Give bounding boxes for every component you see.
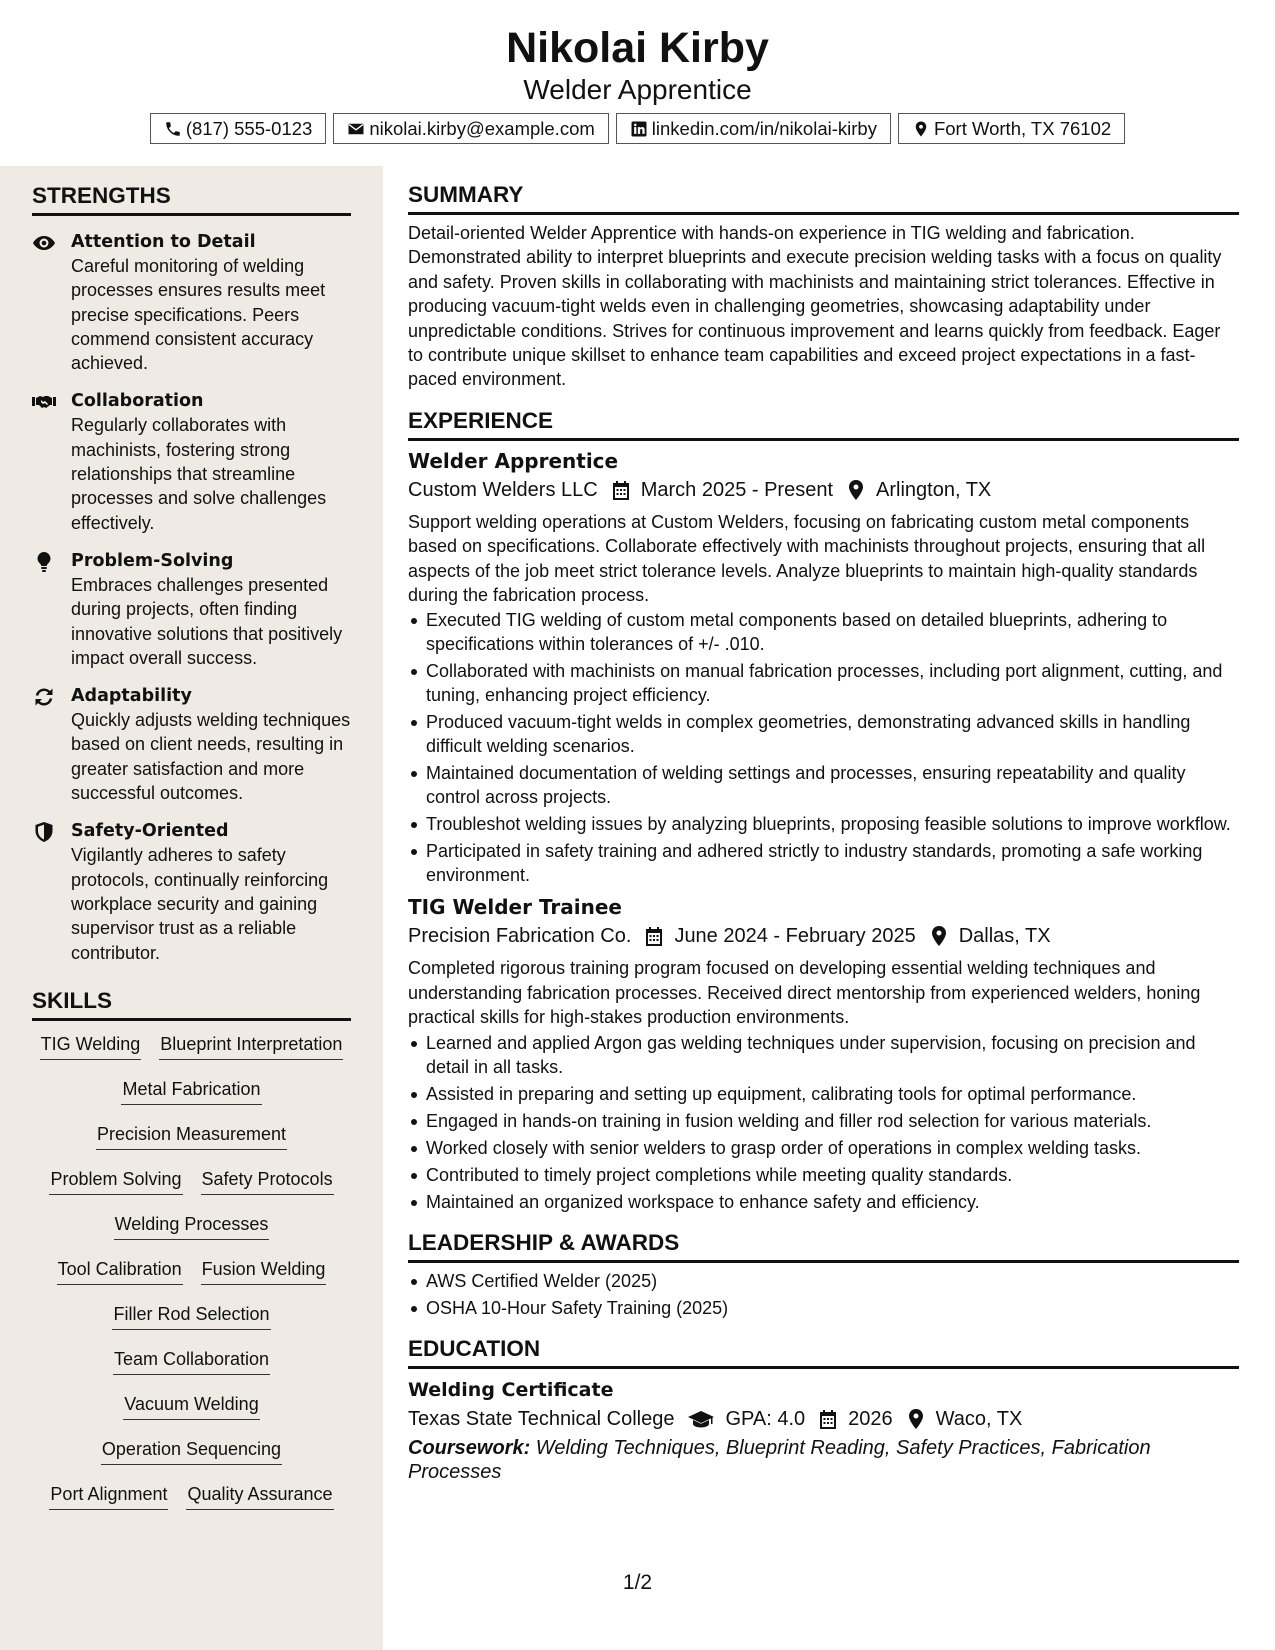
skill-tag: TIG Welding <box>40 1032 142 1060</box>
job-bullet: Participated in safety training and adhered strictly to industry standards, promoting a safe working environment. <box>408 839 1239 887</box>
contact-location <box>898 113 1125 144</box>
strength-desc: Embraces challenges presented during projects, often finding innovative solutions that positively impact overall success. <box>71 574 343 668</box>
main-column <box>408 180 1239 1485</box>
job-bullet: Executed TIG welding of custom metal components based on detailed blueprints, adhering to specifications within tolerances of +/- .010. <box>408 608 1239 656</box>
summary-heading: SUMMARY <box>408 180 1239 215</box>
contact-phone[interactable] <box>150 113 327 144</box>
sidebar-content <box>32 181 351 1527</box>
job-entry <box>408 447 1239 888</box>
shield-icon <box>32 822 56 842</box>
map-pin-icon <box>907 1409 925 1429</box>
contact-email[interactable] <box>333 113 608 144</box>
skill-tag: Operation Sequencing <box>101 1437 282 1465</box>
contact-bar <box>0 113 1275 144</box>
strengths-heading: STRENGTHS <box>32 181 351 216</box>
skill-tag: Metal Fabrication <box>121 1077 261 1105</box>
strength-item <box>32 549 351 670</box>
strength-title: Safety-Oriented <box>71 821 229 842</box>
map-pin-icon <box>930 926 948 946</box>
job-location: Dallas, TX <box>958 925 1051 948</box>
job-bullet: Maintained an organized workspace to enhance safety and efficiency. <box>408 1190 1239 1214</box>
job-dates: June 2024 - February 2025 <box>674 925 916 948</box>
contact-location-text: Fort Worth, TX 76102 <box>933 117 1112 139</box>
job-bullet: Produced vacuum-tight welds in complex geometries, demonstrating advanced skills in handling difficult welding scenarios. <box>408 710 1239 758</box>
job-bullet: Troubleshot welding issues by analyzing blueprints, proposing feasible solutions to improve workflow. <box>408 812 1239 836</box>
job-bullet: Collaborated with machinists on manual fabrication processes, including port alignment, cutting, and tuning, enhancing project efficiency. <box>408 659 1239 707</box>
education-school: Texas State Technical College <box>408 1407 675 1430</box>
education-coursework <box>408 1436 1239 1485</box>
job-bullet: Assisted in preparing and setting up equipment, calibrating tools for optimal performance. <box>408 1082 1239 1106</box>
skill-tag: Tool Calibration <box>57 1257 183 1285</box>
skill-tag: Problem Solving <box>49 1167 182 1195</box>
candidate-headline: Welder Apprentice <box>523 74 752 105</box>
strength-item <box>32 389 351 534</box>
page-number: 1/2 <box>622 1571 653 1594</box>
job-location: Arlington, TX <box>876 478 992 501</box>
skill-tag: Quality Assurance <box>186 1482 333 1510</box>
skill-tag: Precision Measurement <box>96 1122 287 1150</box>
job-bullet: Worked closely with senior welders to grasp order of operations in complex welding tasks. <box>408 1136 1239 1160</box>
education-meta <box>408 1404 1239 1434</box>
sidebar <box>0 166 383 1650</box>
graduation-cap-icon <box>688 1409 714 1429</box>
education-degree: Welding Certificate <box>408 1378 614 1401</box>
job-title: Welder Apprentice <box>408 448 619 473</box>
award-item: OSHA 10-Hour Safety Training (2025) <box>408 1296 1239 1320</box>
awards-list <box>408 1269 1239 1320</box>
skill-tag: Team Collaboration <box>113 1347 270 1375</box>
skill-tag: Filler Rod Selection <box>112 1302 270 1330</box>
lightbulb-icon <box>32 552 56 572</box>
job-bullets <box>408 1031 1239 1214</box>
envelope-icon <box>347 120 365 138</box>
job-company: Custom Welders LLC <box>408 478 598 501</box>
education-gpa: GPA: 4.0 <box>725 1407 806 1430</box>
contact-linkedin[interactable] <box>616 113 891 144</box>
job-company: Precision Fabrication Co. <box>408 925 632 948</box>
candidate-name: Nikolai Kirby <box>506 24 769 72</box>
strength-item <box>32 819 351 964</box>
skill-tag: Port Alignment <box>49 1482 168 1510</box>
calendar-icon <box>645 926 663 946</box>
strength-title: Collaboration <box>71 391 204 412</box>
experience-heading: EXPERIENCE <box>408 406 1239 441</box>
education-heading: EDUCATION <box>408 1334 1239 1369</box>
contact-email-text: nikolai.kirby@example.com <box>369 117 595 139</box>
calendar-icon <box>819 1409 837 1429</box>
job-meta <box>408 475 1239 505</box>
skill-tag: Vacuum Welding <box>123 1392 259 1420</box>
eye-icon <box>32 233 56 253</box>
job-title: TIG Welder Trainee <box>408 895 622 920</box>
handshake-icon <box>32 392 56 412</box>
job-bullets <box>408 608 1239 887</box>
job-meta <box>408 921 1239 951</box>
refresh-icon <box>32 687 56 707</box>
job-entry <box>408 893 1239 1213</box>
map-pin-icon <box>912 120 930 138</box>
education-year: 2026 <box>848 1407 893 1430</box>
coursework-label: Coursework: <box>408 1436 531 1459</box>
job-dates: March 2025 - Present <box>640 478 834 501</box>
skills-heading: SKILLS <box>32 986 351 1021</box>
education-location: Waco, TX <box>935 1407 1023 1430</box>
summary-text: Detail-oriented Welder Apprentice with hands-on experience in TIG welding and fabrication. Demonstrated ability to interpret blueprints and execute precision welding tasks with a focus on quality and safety. Proven skills in collaborating with machinists and maintaining strict tolerances. Effective in producing vacuum-tight welds even in challenging geometries, showcasing adaptability under unpredictable conditions. Strives for continuous improvement and learns quickly from feedback. Eager to contribute unique skillset to enhance team capabilities and exceed project expectations in a fast-paced environment. <box>408 223 1222 390</box>
job-bullet: Contributed to timely project completions while meeting quality standards. <box>408 1163 1239 1187</box>
map-pin-icon <box>847 480 865 500</box>
award-item: AWS Certified Welder (2025) <box>408 1269 1239 1293</box>
skills-list <box>32 1032 351 1527</box>
contact-phone-text: (817) 555-0123 <box>185 117 313 139</box>
job-description: Support welding operations at Custom Welders, focusing on fabricating custom metal components based on specifications. Collaborate effectively with machinists throughout projects, ensuring that all aspects of the job meet strict tolerance levels. Analyze blueprints to maintain high-quality standards during the fabrication process. <box>408 511 1206 606</box>
strength-title: Attention to Detail <box>71 232 256 252</box>
strength-desc: Careful monitoring of welding processes ensures results meet precise specifications. Peers commend consistent accuracy achieved. <box>71 256 326 374</box>
strength-desc: Vigilantly adheres to safety protocols, continually reinforcing workplace security and gaining supervisor trust as a reliable contributor. <box>71 845 329 963</box>
skill-tag: Blueprint Interpretation <box>159 1032 343 1060</box>
awards-heading: LEADERSHIP & AWARDS <box>408 1228 1239 1263</box>
job-bullet: Maintained documentation of welding settings and processes, ensuring repeatability and quality control across projects. <box>408 761 1239 809</box>
strength-desc: Regularly collaborates with machinists, fostering strong relationships that streamline processes and solve challenges effectively. <box>71 415 327 533</box>
coursework-list: Welding Techniques, Blueprint Reading, Safety Practices, Fabrication Processes <box>408 1436 1151 1484</box>
skill-tag: Safety Protocols <box>201 1167 334 1195</box>
phone-icon <box>164 120 182 138</box>
job-description: Completed rigorous training program focused on developing essential welding techniques and understanding fabrication processes. Received direct mentorship from experienced welders, honing practical skills for high-stakes production environments. <box>408 958 1201 1028</box>
resume-header <box>0 22 1275 106</box>
contact-linkedin-text: linkedin.com/in/nikolai-kirby <box>651 117 877 139</box>
job-bullet: Engaged in hands-on training in fusion welding and filler rod selection for various materials. <box>408 1109 1239 1133</box>
calendar-icon <box>612 480 630 500</box>
strength-item <box>32 684 351 805</box>
skill-tag: Fusion Welding <box>201 1257 327 1285</box>
strength-item <box>32 230 351 375</box>
strength-title: Adaptability <box>71 686 192 707</box>
linkedin-icon <box>630 120 648 138</box>
skill-tag: Welding Processes <box>114 1212 270 1240</box>
job-bullet: Learned and applied Argon gas welding techniques under supervision, focusing on precision and detail in all tasks. <box>408 1031 1239 1079</box>
strength-desc: Quickly adjusts welding techniques based on client needs, resulting in greater satisfaction and more successful outcomes. <box>71 710 351 804</box>
strength-title: Problem-Solving <box>71 550 234 571</box>
